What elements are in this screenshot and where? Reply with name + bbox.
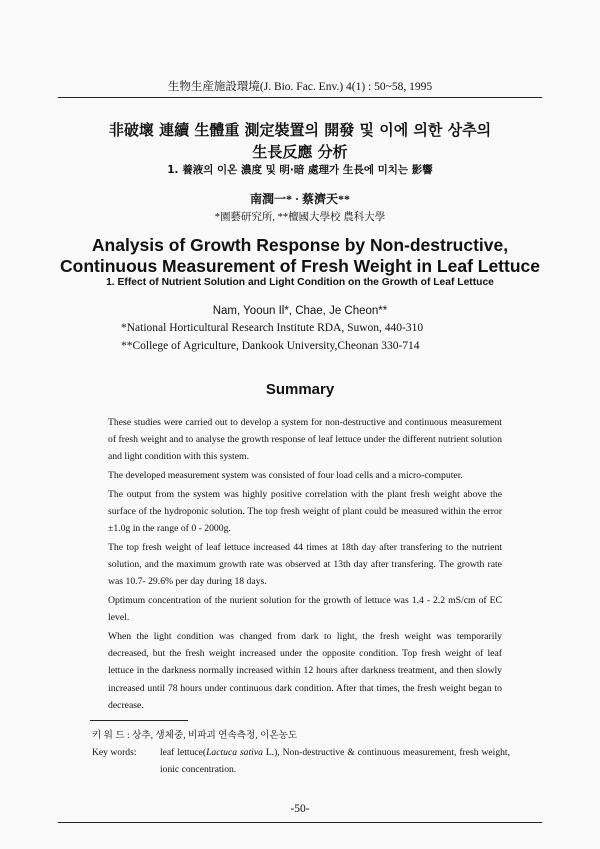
korean-authors: 南潤一* · 蔡濟天** — [249, 192, 350, 206]
summary-body — [108, 414, 502, 715]
journal-citation: 生物生産施設環境(J. Bio. Fac. Env.) 4(1) : 50~58, 1995 — [167, 81, 433, 93]
keywords-text-post: L.), Non-destructive & continuous measurement, fresh weight, ionic concentration. — [160, 747, 510, 775]
summary-paragraph-2: The developed measurement system was consisted of four load cells and a micro-computer. — [108, 470, 463, 482]
footer-divider — [58, 822, 542, 823]
summary-paragraph-6: When the light condition was changed from dark to light, the fresh weight was temporarily decreased, but the fresh weight increased under the opposite condition. Top fresh weight of leaf lettuce in the darkness normally increased within 12 hours after darkness treatment, and then slowly increased until 78 hours under continuous dark condition. After that times, the fresh weight began to decrease. — [108, 630, 502, 711]
english-title-line-2: Continuous Measurement of Fresh Weight in Leaf Lettuce — [60, 256, 540, 276]
english-authors: Nam, Yooun Il*, Chae, Je Cheon** — [212, 305, 388, 317]
summary-heading: Summary — [265, 381, 335, 398]
korean-keywords — [92, 727, 297, 741]
summary-paragraph-5: Optimum concentration of the nurient solution for the growth of lettuce was 1.4 - 2.2 mS/cm of EC level. — [108, 595, 502, 624]
korean-subtitle: 1. 養液의 이온 濃度 및 明·暗 處理가 生長에 미치는 影響 — [167, 164, 433, 176]
korean-title-line-1: 非破壞 連續 生體重 測定裝置의 開發 및 이에 의한 상추의 — [108, 121, 492, 139]
footnote-divider — [90, 720, 188, 721]
page-number: -50- — [290, 803, 310, 815]
summary-paragraph-4: The top fresh weight of leaf lettuce increased 44 times at 18th day after transfering to the nutrient solution, and the maximum growth rate was observed at 13th day after transfering. The growth rate was 10.7- 29.6% per day during 18 days. — [108, 541, 502, 588]
summary-paragraph-3: The output from the system was highly positive correlation with the plant fresh weight above the surface of the hydroponic solution. The top fresh weight of plant could be measured within the error ±1.0g in the range of 0 - 2000g. — [108, 488, 502, 535]
english-title-line-1: Analysis of Growth Response by Non-destructive, — [91, 235, 509, 255]
english-keywords-terms — [160, 744, 510, 778]
korean-keywords-terms: 상추, 생체중, 비파괴 연속측정, 이온농도 — [132, 730, 298, 741]
english-keywords — [92, 744, 512, 778]
english-keywords-label: Key words: — [92, 747, 137, 758]
korean-title-line-2: 生長反應 分析 — [252, 143, 348, 161]
header-divider — [58, 97, 542, 98]
english-affiliation-2: **College of Agriculture, Dankook University,Cheonan 330-714 — [121, 340, 420, 352]
english-subtitle: 1. Effect of Nutrient Solution and Light Condition on the Growth of Leaf Lettuce — [106, 277, 494, 288]
korean-title — [60, 119, 540, 163]
keywords-text-pre: leaf lettuce( — [160, 747, 207, 758]
english-affiliation-1: *National Horticultural Research Institute RDA, Suwon, 440-310 — [121, 322, 424, 334]
species-name: Lactuca sativa — [206, 747, 263, 758]
english-title — [40, 235, 560, 277]
korean-affiliation: *園藝研究所, **檀國大學校 農科大學 — [214, 212, 386, 223]
summary-paragraph-1: These studies were carried out to develop a system for non-destructive and continuous measurement of fresh weight and to analyse the growth response of leaf lettuce under the different nutrient solution and light condition with this system. — [108, 417, 502, 463]
korean-keywords-label: 키 워 드 : — [92, 730, 130, 741]
